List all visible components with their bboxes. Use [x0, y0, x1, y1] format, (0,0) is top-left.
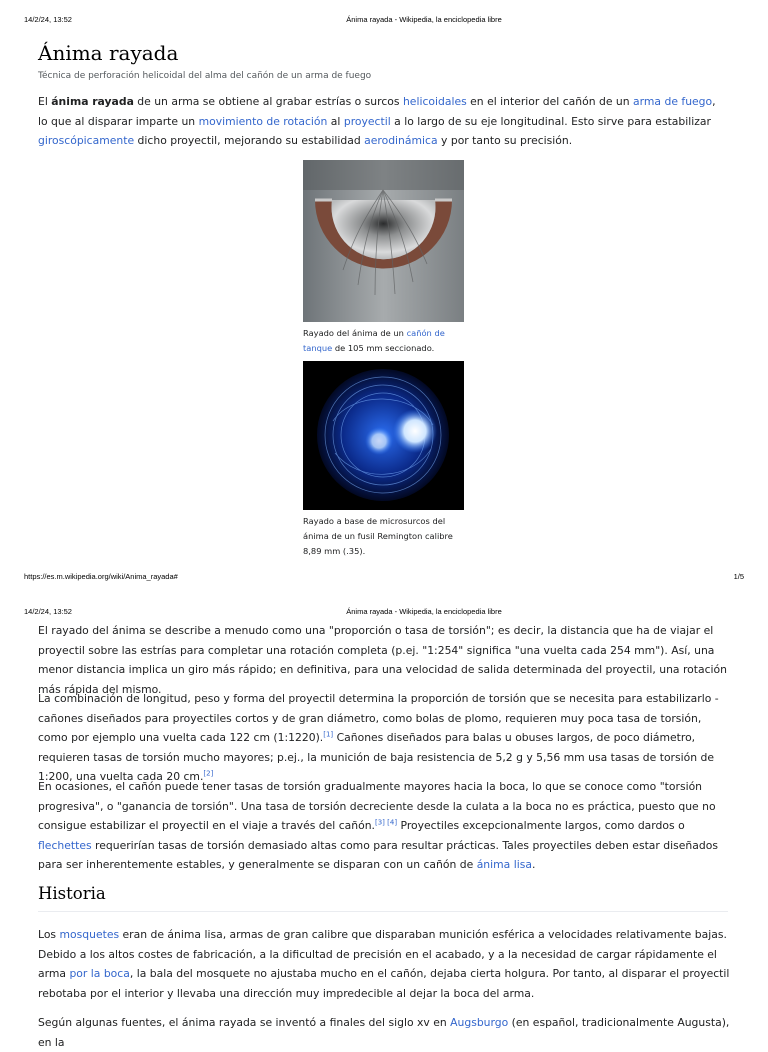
ref-1[interactable]: [1]	[323, 730, 334, 739]
paragraph-progressive-twist: En ocasiones, el cañón puede tener tasas de torsión gradualmente mayores hacia la boca, lo que se conoce como "torsión progresiva", o "ganancia de torsión". Una tasa de torsión decreciente desde la culata a la boca no es práctica, puesto que no consigue estabilizar el proyectil en el viaje a través del cañón.[3] [4] Proyectiles excepcionalmente largos, como dardos o flechettes requerirían tasas de torsión demasiado altas como para resultar prácticas. Tales proyectiles deben estar diseñados para ser inherentemente estables, y generalmente se disparan con un cañón de ánima lisa.	[38, 780, 718, 871]
page2-print-header	[0, 604, 768, 618]
print-url: https://es.m.wikipedia.org/wiki/Anima_rayada#	[24, 572, 178, 581]
paragraph-mosquetes: Los mosquetes eran de ánima lisa, armas de gran calibre que disparaban munición esférica a velocidades relativamente bajas. Debido a los altos costes de fabricación, a la dificultad de precisión en el acabado, y a la necesidad de cargar rápidamente el arma por la boca, la bala del mosquete no ajustaba mucho en el cañón, dejaba cierta holgura. Por tanto, al disparar el proyectil rebotaba por el interior y llevaba una dirección muy impredecible al dejar la boca del arma.	[38, 928, 730, 1000]
link-anima-lisa[interactable]: ánima lisa	[476, 858, 532, 871]
paragraph-torsion-rate: El rayado del ánima se describe a menudo como una "proporción o tasa de torsión"; es decir, la distancia que ha de viajar el proyectil sobre las estrías para completar una rotación completa (p.ej. "1:254" significa "una vuelta cada 254 mm"). Así, una menor distancia implica un giro más rápido; en definitiva, para una velocidad de salida determinada del proyectil, una rotación más rápida del mismo.	[38, 624, 728, 696]
page1-print-footer	[0, 569, 768, 583]
print-doc-title: Ánima rayada - Wikipedia, la enciclopedia libre	[346, 607, 502, 616]
link-canon-de-tanque[interactable]: cañón de tanque	[303, 328, 445, 353]
link-proyectil[interactable]: proyectil	[343, 114, 391, 128]
ref-3[interactable]: [3]	[374, 818, 385, 827]
ref-2[interactable]: [2]	[203, 769, 214, 778]
figure-microgroove	[303, 361, 465, 559]
page-title: Ánima rayada	[38, 41, 179, 65]
intro-paragraph: El ánima rayada de un arma se obtiene al grabar estrías o surcos helicoidales en el interior del cañón de un arma de fuego, lo que al disparar imparte un movimiento de rotación al proyectil a lo largo de su eje longitudinal. Esto sirve para estabilizar giroscópicamente dicho proyectil, mejorando su estabilidad aerodinámica y por tanto su precisión.	[38, 95, 716, 147]
link-arma-de-fuego[interactable]: arma de fuego	[633, 95, 713, 108]
page1-print-header	[0, 12, 768, 26]
link-por-la-boca[interactable]: por la boca	[69, 967, 130, 980]
print-datetime: 14/2/24, 13:52	[24, 607, 72, 616]
link-mosquetes[interactable]: mosquetes	[59, 928, 120, 941]
microgroove-rifling-image[interactable]	[303, 361, 464, 510]
page-subtitle: Técnica de perforación helicoidal del alma del cañón de un arma de fuego	[38, 71, 372, 81]
section-heading-historia: Historia	[38, 884, 728, 912]
figure-tank-barrel	[303, 160, 465, 356]
link-augsburgo[interactable]: Augsburgo	[450, 1016, 509, 1029]
link-giroscopicamente[interactable]: giroscópicamente	[38, 134, 135, 147]
ref-4[interactable]: [4]	[387, 818, 398, 827]
print-page-number: 1/5	[733, 572, 744, 581]
link-movimiento-de-rotacion[interactable]: movimiento de rotación	[198, 114, 328, 128]
paragraph-projectile-combination: La combinación de longitud, peso y forma del proyectil determina la proporción de torsión que se necesita para estabilizarlo -cañones diseñados para proyectiles cortos y de gran diámetro, como bolas de plomo, requieren muy poca tasa de torsión, como por ejemplo una vuelta cada 122 cm (1:1220).[1] Cañones diseñados para balas u obuses largos, de poco diámetro, requieren tasas de torsión mucho mayores; p.ej., la munición de baja resistencia de 5,2 g y 5,56 mm usa tasas de torsión de 1:200, una vuelta cada 20 cm.[2]	[38, 692, 719, 783]
figure-caption-tank: Rayado del ánima de un cañón de tanque de 105 mm seccionado.	[303, 328, 445, 353]
print-datetime: 14/2/24, 13:52	[24, 15, 72, 24]
tank-barrel-image[interactable]	[303, 160, 464, 322]
print-doc-title: Ánima rayada - Wikipedia, la enciclopedia libre	[346, 15, 502, 24]
link-helicoidales[interactable]: helicoidales	[402, 95, 467, 108]
figure-caption-microgroove: Rayado a base de microsurcos del ánima de un fusil Remington calibre 8,89 mm (.35).	[303, 516, 453, 556]
paragraph-augsburgo: Según algunas fuentes, el ánima rayada se inventó a finales del siglo xv en Augsburgo (en español, tradicionalmente Augusta), en la	[38, 1016, 730, 1049]
link-flechettes[interactable]: flechettes	[38, 838, 92, 852]
link-aerodinamica[interactable]: aerodinámica	[364, 134, 438, 147]
